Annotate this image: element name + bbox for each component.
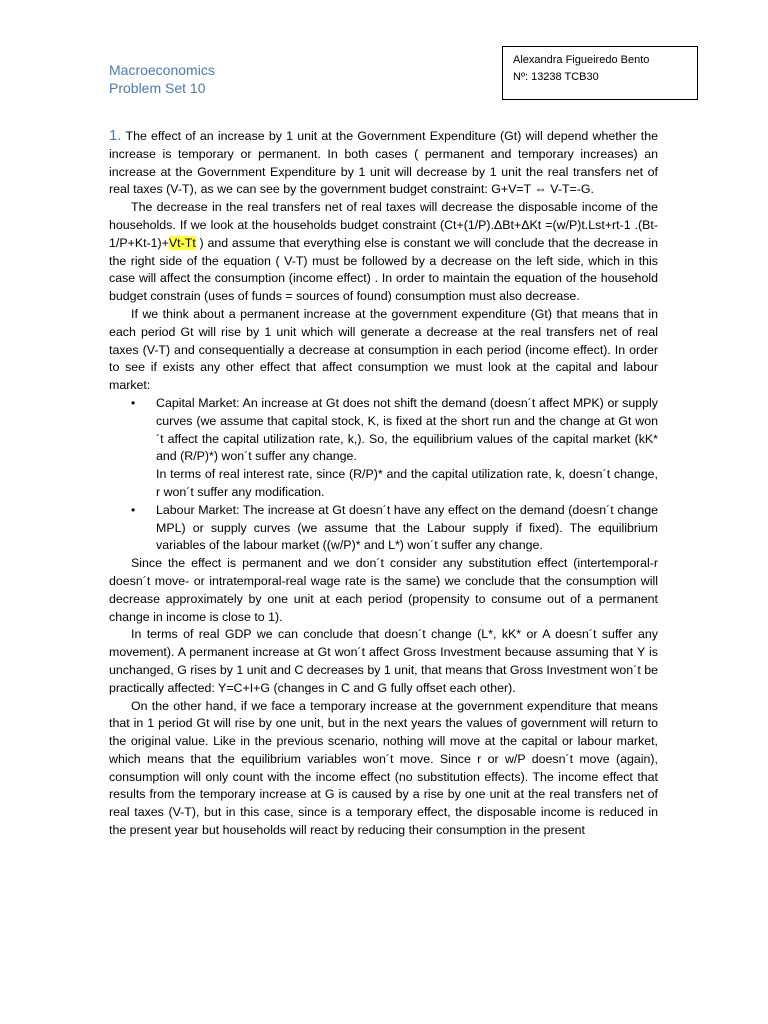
bullet-text: Labour Market: The increase at Gt doesn´t have any effect on the demand (doesn´t change MPL) or supply curves (we assume that the Labour supply if fixed). The equilibrium variables of the labour market ((w/P)* and L*) won´t suffer any change. xyxy=(156,502,658,553)
paragraph-3: If we think about a permanent increase at the government expenditure (Gt) that means that in each period Gt will rise by 1 unit which will generate a decrease at the real transfers net of real taxes (V-T) and consequentially a decrease at consumption in each period (income effect). In order to see if exists any other effect that affect consumption we must look at the capital and labour market: xyxy=(109,306,658,393)
question-number: 1. xyxy=(109,127,122,144)
paragraph-6: On the other hand, if we face a temporary increase at the government expenditure that means that in 1 period Gt will rise by one unit, but in the next years the values of government will return to the original value. Like in the previous scenario, nothing will move at the capital or labour market, which means that the equilibrium variables won´t move. Since r or w/P doesn´t move (again), consumption will only count with the income effect (no substitution effects). The income effect that results from the temporary increase at G is caused by a rise by one unit at the real transfers net of real taxes (V-T), but in this case, since is a temporary effect, the disposable income is reduced in the present year but households will react by reducing their consumption in the present xyxy=(109,698,658,838)
student-number: Nº: 13238 TCB30 xyxy=(513,71,599,83)
paragraph-4: Since the effect is permanent and we don´t consider any substitution effect (intertemporal-r doesn´t move- or intratemporal-real wage rate is the same) we conclude that the consumption will decrease approximately by one unit at each period (propensity to consume out of a permanent change in income is close to 1). xyxy=(109,556,658,624)
market-bullet-list xyxy=(109,395,658,555)
paragraph-2-text-b: ) and assume that everything else is constant we will conclude that the decrease in the right side of the equation ( V-T) must be followed by a decrease on the left side, which in this case will affect the consumption (income effect) . In order to maintain the equation of the household budget constrain (uses of funds = sources of found) consumption must also decrease. xyxy=(109,235,658,304)
bullet-capital-market xyxy=(109,395,658,502)
paragraph-2-text-a: The decrease in the real transfers net of real taxes will decrease the disposable income of the households. If we look at the households budget constraint (Ct+(1/P).ΔBt+ΔKt =(w/P)t.Lst+rt-1 .(Bt-1/P+Kt-1)+ xyxy=(109,200,658,250)
bullet-text: Capital Market: An increase at Gt does not shift the demand (doesn´t affect MPK) or supply curves (we assume that capital stock, K, is fixed at the short run and the change at Gt won´t affect the capital utilization rate, k,). So, the equilibrium values of the capital market (kK* and (R/P)*) won´t suffer any change. xyxy=(156,395,658,464)
bullet-labour-market xyxy=(109,502,658,555)
author-box xyxy=(502,46,698,100)
bullet-icon: • xyxy=(131,502,136,517)
paragraph-5: In terms of real GDP we can conclude that doesn´t change (L*, kK* or A doesn´t suffer any movement). A permanent increase at Gt won´t affect Gross Investment because assuming that Y is unchanged, G rises by 1 unit and C decreases by 1 unit, that means that Gross Investment won´t be practically affected: Y=C+I+G (changes in C and G fully offset each other). xyxy=(109,627,658,695)
author-name: Alexandra Figueiredo Bento xyxy=(513,54,650,66)
course-title: Macroeconomics xyxy=(109,62,215,78)
highlighted-term: Vt-Tt xyxy=(168,235,196,250)
answer-body xyxy=(109,127,658,840)
document-heading xyxy=(109,61,215,97)
paragraph-1-text: The effect of an increase by 1 unit at the Government Expenditure (Gt) will depend whether the increase is temporary or permanent. In both cases ( permanent and temporary increases) an increase at the Government Expenditure by 1 unit will decrease by 1 unit the real transfers net of real taxes (V-T), as we can see by the government budget constraint: G+V=T ⇔ V-T=-G. xyxy=(109,129,659,197)
bullet-subtext: In terms of real interest rate, since (R/P)* and the capital utilization rate, k, doesn´t change, r won´t suffer any modification. xyxy=(156,467,658,499)
paragraph-1 xyxy=(109,127,658,199)
paragraph-2 xyxy=(109,199,658,306)
problem-set-title: Problem Set 10 xyxy=(109,80,206,96)
bullet-icon: • xyxy=(131,395,136,410)
